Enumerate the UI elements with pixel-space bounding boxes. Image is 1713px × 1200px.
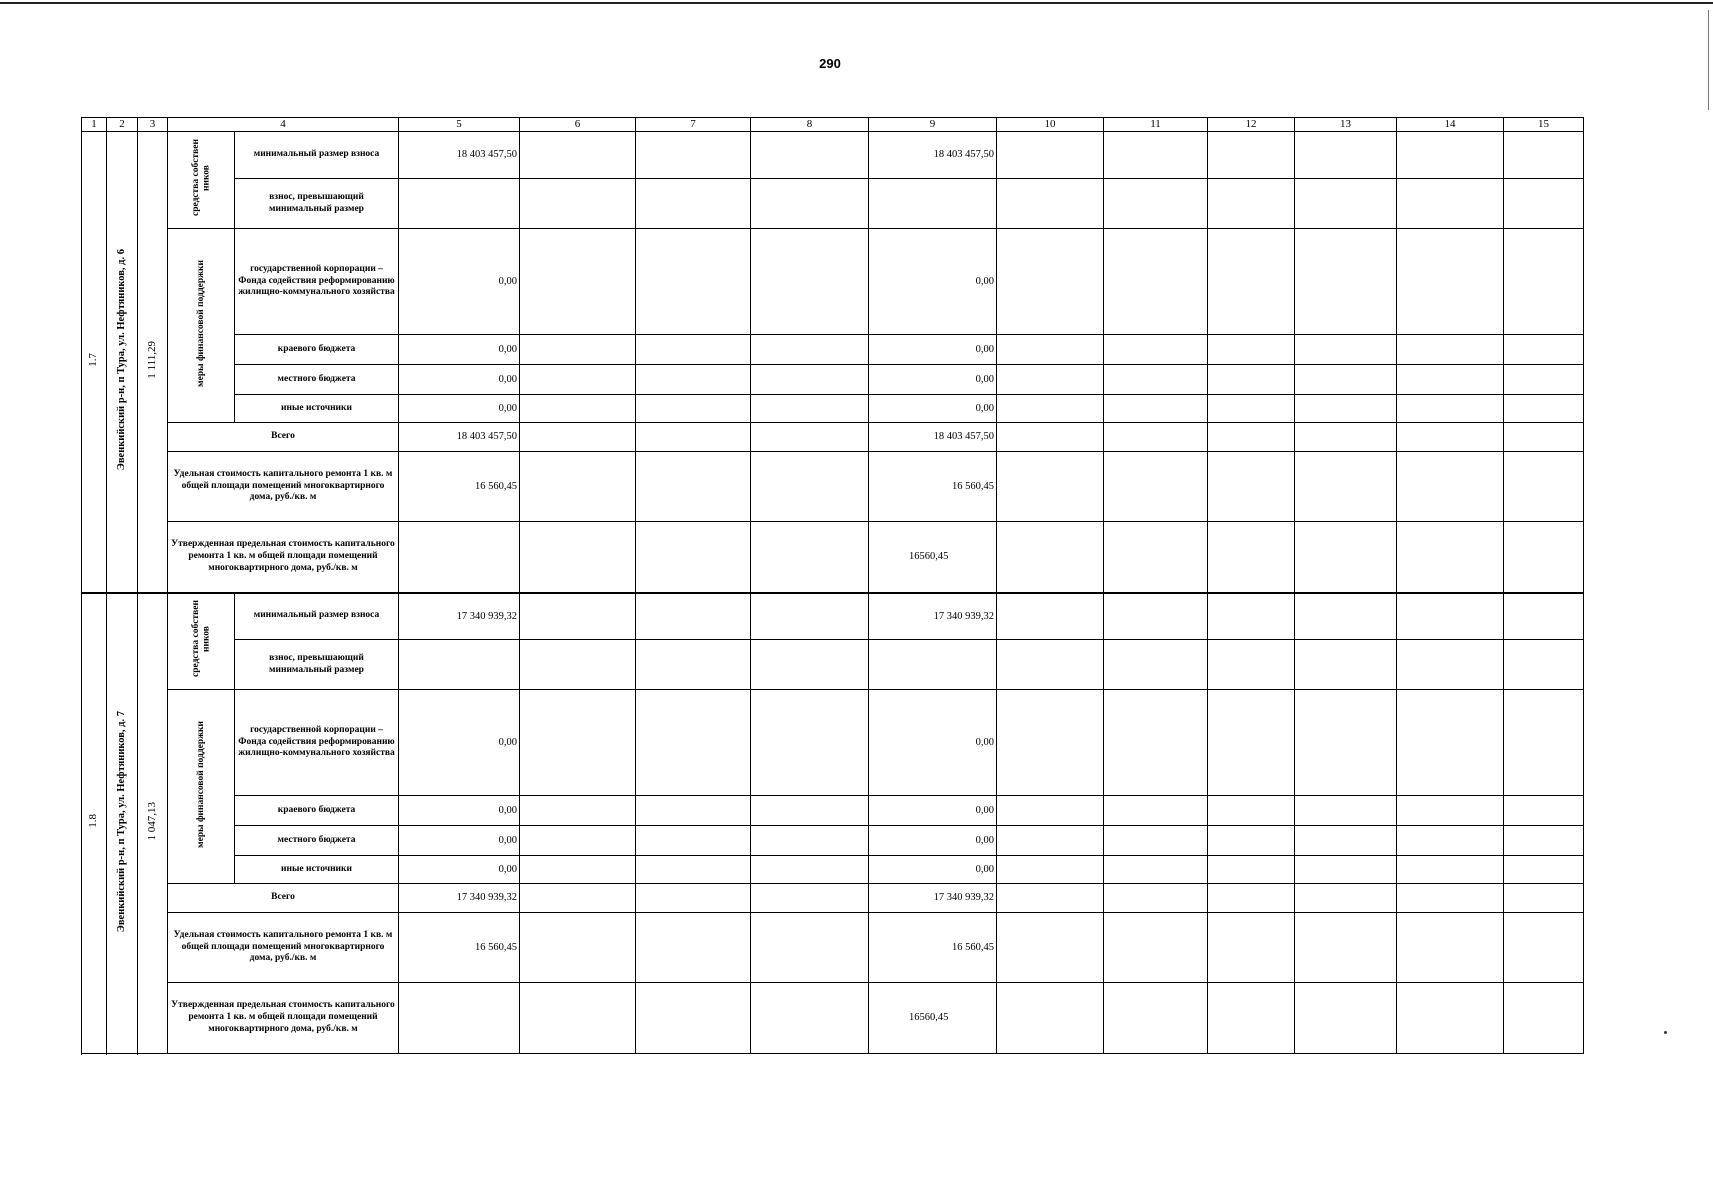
cell-col5 — [399, 522, 520, 593]
column-header-4: 4 — [168, 118, 399, 132]
cell-empty — [1104, 522, 1208, 593]
row-label: государственной корпорации – Фонда содействия реформированию жилищно-коммунального хозяйства — [235, 690, 399, 796]
cell-empty — [997, 229, 1104, 335]
cell-empty — [1104, 132, 1208, 179]
cell-empty — [1397, 826, 1504, 856]
cell-col5: 0,00 — [399, 365, 520, 395]
cell-empty — [1397, 335, 1504, 365]
cell-col7 — [636, 395, 751, 423]
table-row — [82, 796, 1584, 826]
cell-empty — [1295, 913, 1397, 983]
cell-col6 — [520, 335, 636, 365]
cell-col9 — [869, 640, 997, 690]
cell-empty — [1397, 983, 1504, 1054]
cell-col9: 0,00 — [869, 365, 997, 395]
cell-empty — [1504, 796, 1584, 826]
cell-empty — [997, 395, 1104, 423]
group-own-funds — [168, 593, 235, 690]
cell-empty — [1295, 796, 1397, 826]
cell-col5: 0,00 — [399, 856, 520, 884]
cell-empty — [1208, 335, 1295, 365]
cell-col8 — [751, 796, 869, 826]
column-header-15: 15 — [1504, 118, 1584, 132]
cell-empty — [1397, 640, 1504, 690]
cell-col7 — [636, 856, 751, 884]
cell-empty — [1397, 522, 1504, 593]
row-label: минимальный размер взноса — [235, 593, 399, 640]
cell-empty — [1208, 913, 1295, 983]
cell-col9: 16560,45 — [869, 983, 997, 1054]
cell-col8 — [751, 229, 869, 335]
cell-col5: 0,00 — [399, 229, 520, 335]
cell-col8 — [751, 452, 869, 522]
cell-col8 — [751, 826, 869, 856]
cell-col6 — [520, 395, 636, 423]
cell-col5: 0,00 — [399, 335, 520, 365]
cell-empty — [997, 983, 1104, 1054]
table-row — [82, 884, 1584, 913]
cell-empty — [997, 335, 1104, 365]
cell-empty — [1208, 423, 1295, 452]
group-financial-support-label: меры финансовой поддержки — [195, 721, 206, 848]
column-header-11: 11 — [1104, 118, 1208, 132]
cell-empty — [1504, 983, 1584, 1054]
cell-col8 — [751, 593, 869, 640]
cell-empty — [997, 856, 1104, 884]
cell-col8 — [751, 132, 869, 179]
cell-empty — [1208, 132, 1295, 179]
cell-empty — [1208, 884, 1295, 913]
cell-col5 — [399, 983, 520, 1054]
cell-col7 — [636, 983, 751, 1054]
column-header-3: 3 — [138, 118, 168, 132]
cell-empty — [1104, 856, 1208, 884]
cell-empty — [1295, 365, 1397, 395]
cell-col9: 17 340 939,32 — [869, 884, 997, 913]
cell-col7 — [636, 522, 751, 593]
table-row — [82, 593, 1584, 640]
table-row — [82, 395, 1584, 423]
cell-empty — [1104, 335, 1208, 365]
cell-empty — [1104, 229, 1208, 335]
table-row — [82, 690, 1584, 796]
cell-col5: 0,00 — [399, 796, 520, 826]
group-own-funds — [168, 132, 235, 229]
cell-empty — [1208, 826, 1295, 856]
scan-artifact-dot — [1664, 1031, 1667, 1034]
cell-col9: 0,00 — [869, 335, 997, 365]
cell-col7 — [636, 365, 751, 395]
record-address-cell — [107, 593, 138, 1054]
cell-col8 — [751, 884, 869, 913]
cell-empty — [1397, 229, 1504, 335]
cell-col7 — [636, 593, 751, 640]
cell-empty — [1295, 179, 1397, 229]
column-header-9: 9 — [869, 118, 997, 132]
cell-empty — [1104, 796, 1208, 826]
row-label: минимальный размер взноса — [235, 132, 399, 179]
cell-col6 — [520, 690, 636, 796]
cell-col5: 18 403 457,50 — [399, 132, 520, 179]
cell-empty — [1104, 395, 1208, 423]
cell-empty — [1208, 690, 1295, 796]
cell-empty — [997, 452, 1104, 522]
cell-col8 — [751, 690, 869, 796]
cell-empty — [1504, 826, 1584, 856]
cell-col6 — [520, 796, 636, 826]
cell-col6 — [520, 365, 636, 395]
record-address: Эвенкийский р-н, п Тура, ул. Нефтяников, д. 7 — [116, 710, 128, 932]
row-label: взнос, превышающий минимальный размер — [235, 179, 399, 229]
cell-empty — [1397, 452, 1504, 522]
column-header-12: 12 — [1208, 118, 1295, 132]
cell-empty — [1208, 796, 1295, 826]
record-area: 1 047,13 — [145, 801, 158, 841]
cell-empty — [1397, 884, 1504, 913]
cell-empty — [1295, 690, 1397, 796]
cell-empty — [1295, 229, 1397, 335]
record-number-cell — [82, 132, 107, 593]
table-row — [82, 856, 1584, 884]
column-header-13: 13 — [1295, 118, 1397, 132]
table-row — [82, 826, 1584, 856]
record-number-cell — [82, 593, 107, 1054]
cell-empty — [1295, 983, 1397, 1054]
group-financial-support — [168, 229, 235, 423]
cell-col9: 0,00 — [869, 826, 997, 856]
cell-empty — [1104, 179, 1208, 229]
cell-empty — [1208, 640, 1295, 690]
cell-col9: 0,00 — [869, 856, 997, 884]
cell-empty — [1397, 395, 1504, 423]
cell-empty — [1504, 452, 1584, 522]
cell-empty — [1104, 365, 1208, 395]
cell-empty — [1104, 423, 1208, 452]
cell-empty — [1504, 913, 1584, 983]
cell-empty — [1104, 913, 1208, 983]
cell-col7 — [636, 796, 751, 826]
cell-empty — [1504, 884, 1584, 913]
cell-empty — [1208, 365, 1295, 395]
record-address-cell — [107, 132, 138, 593]
cell-empty — [997, 690, 1104, 796]
cell-col7 — [636, 452, 751, 522]
cell-col9: 0,00 — [869, 796, 997, 826]
cell-col8 — [751, 640, 869, 690]
cell-empty — [1208, 856, 1295, 884]
cell-empty — [1504, 856, 1584, 884]
cell-col8 — [751, 179, 869, 229]
table-row — [82, 423, 1584, 452]
table-row — [82, 365, 1584, 395]
table-row — [82, 452, 1584, 522]
column-header-6: 6 — [520, 118, 636, 132]
cell-col5: 17 340 939,32 — [399, 593, 520, 640]
cell-col6 — [520, 593, 636, 640]
cell-empty — [1295, 884, 1397, 913]
cell-empty — [1295, 640, 1397, 690]
cell-col5 — [399, 640, 520, 690]
cell-empty — [1504, 522, 1584, 593]
table-row — [82, 640, 1584, 690]
cell-col5: 0,00 — [399, 690, 520, 796]
cell-empty — [997, 132, 1104, 179]
column-header-1: 1 — [82, 118, 107, 132]
table-row — [82, 522, 1584, 593]
row-label: краевого бюджета — [235, 796, 399, 826]
record-area: 1 111,29 — [145, 340, 158, 379]
cell-col5 — [399, 179, 520, 229]
cell-empty — [1104, 452, 1208, 522]
cell-empty — [1208, 983, 1295, 1054]
cell-col5: 0,00 — [399, 395, 520, 423]
cell-empty — [1504, 423, 1584, 452]
row-label-unit-cost: Удельная стоимость капитального ремонта 1 кв. м общей площади помещений многоквартирного дома, руб./кв. м — [168, 452, 399, 522]
cell-empty — [997, 365, 1104, 395]
cell-col7 — [636, 179, 751, 229]
cell-col9: 0,00 — [869, 395, 997, 423]
cell-col6 — [520, 983, 636, 1054]
cell-col8 — [751, 522, 869, 593]
cell-col8 — [751, 423, 869, 452]
cell-empty — [997, 913, 1104, 983]
table-row — [82, 983, 1584, 1054]
cell-col7 — [636, 826, 751, 856]
row-label-limit-cost: Утвержденная предельная стоимость капитального ремонта 1 кв. м общей площади помещений многоквартирного дома, руб./кв. м — [168, 522, 399, 593]
cell-empty — [1397, 132, 1504, 179]
page-number: 290 — [819, 56, 841, 71]
cell-col8 — [751, 856, 869, 884]
column-header-5: 5 — [399, 118, 520, 132]
cell-col6 — [520, 884, 636, 913]
scan-edge-line — [1708, 10, 1709, 110]
cell-col9 — [869, 179, 997, 229]
cell-empty — [1397, 690, 1504, 796]
cell-empty — [997, 826, 1104, 856]
row-label: иные источники — [235, 856, 399, 884]
column-header-2: 2 — [107, 118, 138, 132]
cell-empty — [1208, 179, 1295, 229]
cell-col9: 16 560,45 — [869, 913, 997, 983]
cell-empty — [997, 796, 1104, 826]
cell-empty — [1504, 179, 1584, 229]
group-own-funds-label: средства собствен ников — [190, 139, 211, 217]
cell-empty — [1208, 452, 1295, 522]
row-label: взнос, превышающий минимальный размер — [235, 640, 399, 690]
cell-col6 — [520, 826, 636, 856]
cell-col8 — [751, 395, 869, 423]
cell-col7 — [636, 423, 751, 452]
cell-empty — [997, 593, 1104, 640]
group-financial-support — [168, 690, 235, 884]
cell-empty — [1208, 522, 1295, 593]
cell-col5: 18 403 457,50 — [399, 423, 520, 452]
cell-empty — [1295, 395, 1397, 423]
cell-empty — [1208, 593, 1295, 640]
cell-empty — [1295, 335, 1397, 365]
capital-repair-table — [81, 117, 1584, 1054]
cell-empty — [1208, 229, 1295, 335]
row-label-unit-cost: Удельная стоимость капитального ремонта 1 кв. м общей площади помещений многоквартирного дома, руб./кв. м — [168, 913, 399, 983]
cell-empty — [1104, 593, 1208, 640]
cell-col8 — [751, 335, 869, 365]
column-number-row — [82, 118, 1584, 132]
record-address: Эвенкийский р-н, п Тура, ул. Нефтяников, д. 6 — [116, 249, 128, 471]
row-label: государственной корпорации – Фонда содействия реформированию жилищно-коммунального хозяйства — [235, 229, 399, 335]
cell-col9: 18 403 457,50 — [869, 132, 997, 179]
cell-col6 — [520, 522, 636, 593]
cell-col7 — [636, 690, 751, 796]
cell-empty — [1504, 395, 1584, 423]
record-number: 1.8 — [87, 814, 100, 829]
cell-empty — [1397, 179, 1504, 229]
cell-col9: 0,00 — [869, 229, 997, 335]
top-border-line — [0, 2, 1713, 4]
cell-col9: 16 560,45 — [869, 452, 997, 522]
cell-empty — [997, 179, 1104, 229]
cell-col8 — [751, 913, 869, 983]
cell-empty — [1397, 423, 1504, 452]
cell-col6 — [520, 856, 636, 884]
cell-empty — [1397, 856, 1504, 884]
cell-col7 — [636, 884, 751, 913]
cell-col8 — [751, 365, 869, 395]
row-label-limit-cost: Утвержденная предельная стоимость капитального ремонта 1 кв. м общей площади помещений многоквартирного дома, руб./кв. м — [168, 983, 399, 1054]
row-label-total: Всего — [168, 884, 399, 913]
row-label: местного бюджета — [235, 365, 399, 395]
cell-col9: 0,00 — [869, 690, 997, 796]
cell-empty — [1397, 593, 1504, 640]
cell-col6 — [520, 913, 636, 983]
column-header-14: 14 — [1397, 118, 1504, 132]
cell-empty — [1504, 132, 1584, 179]
cell-col6 — [520, 640, 636, 690]
cell-col9: 16560,45 — [869, 522, 997, 593]
record-area-cell — [138, 132, 168, 593]
cell-empty — [1104, 690, 1208, 796]
cell-empty — [1397, 365, 1504, 395]
cell-col7 — [636, 913, 751, 983]
table-row — [82, 335, 1584, 365]
cell-col6 — [520, 452, 636, 522]
cell-empty — [1397, 796, 1504, 826]
cell-col6 — [520, 179, 636, 229]
cell-empty — [1504, 229, 1584, 335]
cell-empty — [1104, 640, 1208, 690]
cell-empty — [1295, 826, 1397, 856]
cell-empty — [1295, 423, 1397, 452]
cell-col6 — [520, 229, 636, 335]
record-number: 1.7 — [87, 352, 100, 367]
cell-empty — [1504, 640, 1584, 690]
cell-empty — [1295, 452, 1397, 522]
row-label: иные источники — [235, 395, 399, 423]
cell-col7 — [636, 335, 751, 365]
cell-empty — [997, 640, 1104, 690]
cell-col7 — [636, 229, 751, 335]
cell-empty — [1504, 335, 1584, 365]
row-label: местного бюджета — [235, 826, 399, 856]
cell-empty — [1104, 884, 1208, 913]
table-row — [82, 132, 1584, 179]
cell-col6 — [520, 132, 636, 179]
column-header-10: 10 — [997, 118, 1104, 132]
cell-empty — [997, 884, 1104, 913]
group-financial-support-label: меры финансовой поддержки — [195, 260, 206, 387]
cell-col5: 0,00 — [399, 826, 520, 856]
cell-col5: 16 560,45 — [399, 452, 520, 522]
cell-col7 — [636, 132, 751, 179]
row-label: краевого бюджета — [235, 335, 399, 365]
cell-empty — [1504, 365, 1584, 395]
table-row — [82, 229, 1584, 335]
cell-empty — [1295, 593, 1397, 640]
cell-col8 — [751, 983, 869, 1054]
table-row — [82, 913, 1584, 983]
cell-col6 — [520, 423, 636, 452]
row-label-total: Всего — [168, 423, 399, 452]
cell-empty — [1295, 522, 1397, 593]
cell-empty — [1504, 593, 1584, 640]
cell-col7 — [636, 640, 751, 690]
record-area-cell — [138, 593, 168, 1054]
group-own-funds-label: средства собствен ников — [190, 600, 211, 678]
cell-empty — [1295, 856, 1397, 884]
cell-empty — [1397, 913, 1504, 983]
column-header-8: 8 — [751, 118, 869, 132]
cell-col9: 17 340 939,32 — [869, 593, 997, 640]
cell-col5: 16 560,45 — [399, 913, 520, 983]
cell-col5: 17 340 939,32 — [399, 884, 520, 913]
cell-empty — [1208, 395, 1295, 423]
cell-empty — [997, 423, 1104, 452]
cell-empty — [1504, 690, 1584, 796]
cell-empty — [1104, 983, 1208, 1054]
cell-empty — [1104, 826, 1208, 856]
column-header-7: 7 — [636, 118, 751, 132]
table-row — [82, 179, 1584, 229]
cell-col9: 18 403 457,50 — [869, 423, 997, 452]
cell-empty — [1295, 132, 1397, 179]
cell-empty — [997, 522, 1104, 593]
